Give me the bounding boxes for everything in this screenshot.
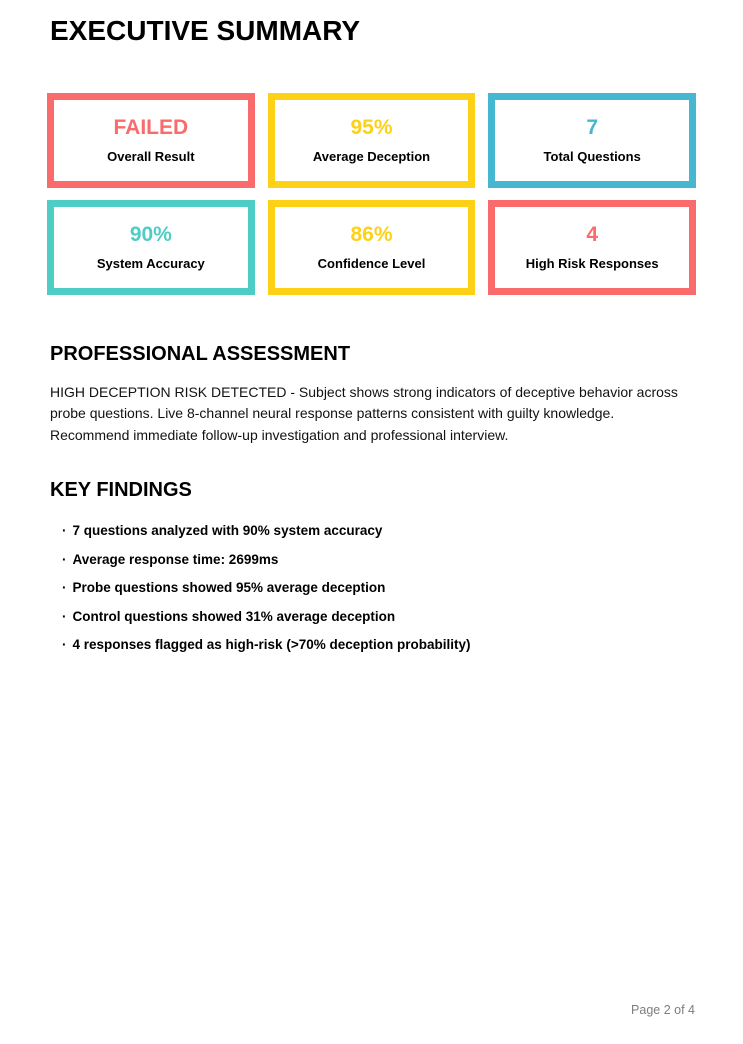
card-confidence-level bbox=[268, 200, 476, 295]
key-findings-heading: KEY FINDINGS bbox=[50, 479, 192, 502]
card-label: High Risk Responses bbox=[525, 256, 659, 272]
finding-text: Control questions showed 31% average deception bbox=[72, 608, 396, 624]
card-value: FAILED bbox=[113, 116, 189, 140]
key-findings-list bbox=[50, 521, 693, 655]
page-title: EXECUTIVE SUMMARY bbox=[50, 15, 361, 46]
professional-assessment-text: HIGH DECEPTION RISK DETECTED - Subject shows strong indicators of deceptive behavior across probe questions. Live 8-channel neural response patterns consistent with guilty knowledge. Recommend immediate follow-up investigation and professional interview. bbox=[50, 383, 678, 443]
finding-item bbox=[62, 521, 693, 541]
finding-item bbox=[62, 578, 693, 598]
finding-text: Average response time: 2699ms bbox=[72, 551, 279, 567]
card-value: 86% bbox=[350, 223, 393, 247]
bullet-icon: · bbox=[62, 580, 67, 596]
card-system-accuracy bbox=[47, 200, 255, 295]
card-total-questions bbox=[488, 93, 696, 188]
bullet-icon: · bbox=[62, 608, 67, 624]
professional-assessment-heading: PROFESSIONAL ASSESSMENT bbox=[50, 342, 351, 365]
card-label: Average Deception bbox=[312, 149, 431, 165]
page-number: Page 2 of 4 bbox=[631, 1003, 695, 1017]
card-label: Overall Result bbox=[107, 149, 195, 165]
card-average-deception bbox=[268, 93, 476, 188]
card-overall-result bbox=[47, 93, 255, 188]
finding-text: Probe questions showed 95% average deception bbox=[72, 580, 386, 596]
finding-text: 4 responses flagged as high-risk (>70% deception probability) bbox=[72, 637, 471, 653]
card-label: Total Questions bbox=[543, 149, 641, 165]
summary-cards-grid bbox=[47, 93, 696, 295]
finding-item bbox=[62, 635, 693, 655]
finding-text: 7 questions analyzed with 90% system accuracy bbox=[72, 523, 383, 539]
card-label: System Accuracy bbox=[96, 256, 205, 272]
bullet-icon: · bbox=[62, 637, 67, 653]
card-label: Confidence Level bbox=[317, 256, 426, 272]
finding-item bbox=[62, 550, 693, 570]
card-value: 95% bbox=[350, 116, 393, 140]
card-high-risk-responses bbox=[488, 200, 696, 295]
bullet-icon: · bbox=[62, 551, 67, 567]
card-value: 90% bbox=[129, 223, 172, 247]
bullet-icon: · bbox=[62, 523, 67, 539]
finding-item bbox=[62, 607, 693, 627]
card-value: 7 bbox=[586, 116, 598, 140]
card-value: 4 bbox=[586, 223, 598, 247]
